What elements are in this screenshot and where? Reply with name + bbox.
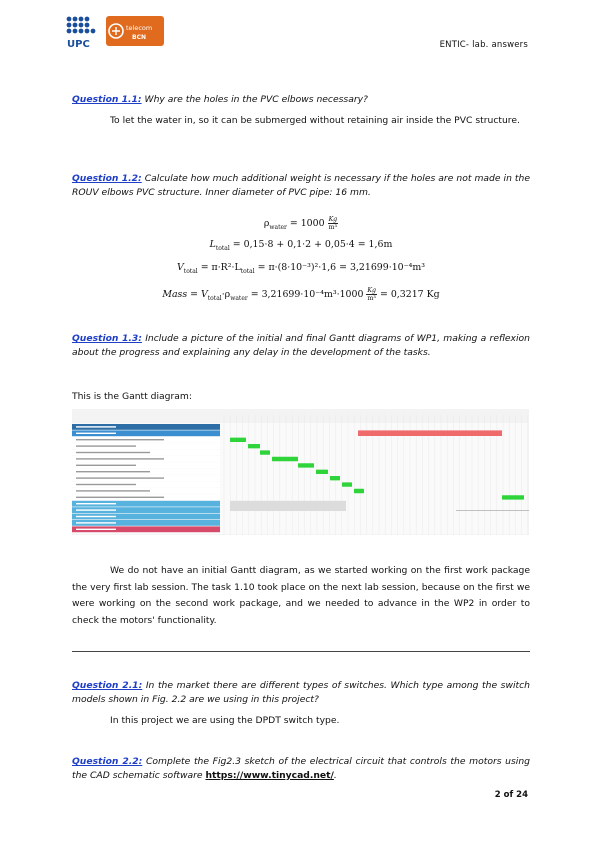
svg-text:UPC: UPC bbox=[67, 39, 90, 50]
gantt-task-label bbox=[76, 477, 164, 478]
gantt-section-label bbox=[76, 516, 116, 517]
gantt-task-label bbox=[76, 458, 164, 459]
gantt-task-bar bbox=[298, 463, 314, 467]
question-label: Question 2.1: bbox=[72, 680, 143, 691]
section-divider bbox=[72, 651, 530, 652]
question-2-1 bbox=[72, 679, 530, 707]
question-text: Calculate how much additional weight is necessary if the holes are not made in the ROUV elbows PVC structure. Inner diameter of PVC pipe: 16 mm. bbox=[72, 173, 530, 198]
gantt-task-label bbox=[76, 484, 136, 485]
question-label: Question 1.3: bbox=[72, 333, 142, 344]
gantt-task-bar bbox=[354, 489, 364, 493]
gantt-task-bar bbox=[272, 457, 298, 461]
gantt-intro: This is the Gantt diagram: bbox=[72, 391, 192, 402]
equation-length: $L_{total} = 0,15\cdot 8 + 0,1\cdot 2 + 0,05\cdot 4 = 1,6m$ bbox=[209, 239, 393, 252]
gantt-task-bar bbox=[230, 438, 246, 442]
question-1-1 bbox=[72, 93, 530, 107]
equation-volume: $V_{total} = \pi\cdot R^2\cdot L_{total} = \pi\cdot(8\cdot 10^{-3})^2\cdot 1,6 = 3,21699\cdot 10^{-4}m^3$ bbox=[177, 262, 425, 275]
page-number: 2 of 24 bbox=[494, 790, 528, 800]
gantt-section-label bbox=[76, 503, 116, 504]
question-1-2 bbox=[72, 172, 530, 200]
svg-text:BCN: BCN bbox=[132, 34, 146, 41]
tinycad-link[interactable]: https://www.tinycad.net/ bbox=[205, 770, 334, 781]
gantt-task-label bbox=[76, 465, 136, 466]
gantt-task-label bbox=[76, 445, 136, 446]
answer-2-1: In this project we are using the DPDT switch type. bbox=[110, 715, 340, 726]
gantt-holiday-band bbox=[358, 430, 502, 436]
gantt-task-label bbox=[76, 471, 150, 472]
equation-mass: Mass = $V_{total}\cdot\rho_{water} = 3,21699\cdot 10^{-4}m^3\cdot 1000$ $\frac{Kg}{\text{m³}}$ = 0,3217 Kg bbox=[162, 287, 440, 302]
gantt-section-label bbox=[76, 522, 116, 523]
gantt-section-label bbox=[76, 509, 116, 510]
telecom-bcn-logo-icon bbox=[106, 16, 164, 46]
gantt-task-bar bbox=[502, 495, 524, 499]
document-title: ENTIC- lab. answers bbox=[439, 40, 528, 50]
gantt-task-bar bbox=[260, 450, 270, 454]
gantt-section-label bbox=[76, 433, 116, 434]
question-text: In the market there are different types of switches. Which type among the switch models shown in Fig. 2.2 are we using in this project? bbox=[72, 680, 531, 705]
gantt-task-label bbox=[76, 497, 164, 498]
answer-1-3: We do not have an initial Gantt diagram, as we started working on the first work package the very first lab session. The task 1.10 took place on the next lab session, because on the first we were working on the second work package, and we needed to advance in the WP2 in order to check the motors' functionality. bbox=[72, 565, 530, 626]
svg-text:telecom: telecom bbox=[126, 24, 153, 32]
question-text: Include a picture of the initial and final Gantt diagrams of WP1, making a reflexion about the progress and explaining any delay in the development of the tasks. bbox=[72, 333, 530, 358]
gantt-hatched-area bbox=[230, 501, 346, 511]
gantt-task-label bbox=[76, 490, 150, 491]
question-text: Why are the holes in the PVC elbows necessary? bbox=[141, 94, 368, 105]
gantt-task-bar bbox=[342, 482, 352, 486]
gantt-task-bar bbox=[316, 470, 328, 474]
question-1-3 bbox=[72, 332, 530, 360]
gantt-timeline-header bbox=[72, 409, 529, 423]
question-text: Complete the Fig2.3 sketch of the electrical circuit that controls the motors using the CAD schematic software bbox=[72, 756, 530, 781]
question-label: Question 1.1: bbox=[72, 94, 142, 105]
equation-density: $\rho_{water} = 1000$ $\frac{Kg}{\text{m³}}$ bbox=[263, 216, 338, 231]
question-label: Question 1.2: bbox=[72, 173, 142, 184]
gantt-section-label bbox=[76, 529, 116, 530]
gantt-task-bar bbox=[330, 476, 340, 480]
gantt-diagram bbox=[72, 409, 529, 535]
gantt-task-label bbox=[76, 452, 150, 453]
gantt-task-bar bbox=[248, 444, 260, 448]
gantt-task-label bbox=[76, 439, 164, 440]
answer-1-1: To let the water in, so it can be submerged without retaining air inside the PVC structure. bbox=[110, 115, 520, 126]
gantt-section-label bbox=[76, 426, 116, 427]
upc-logo-icon bbox=[64, 14, 102, 52]
question-label: Question 2.2: bbox=[72, 756, 143, 767]
question-2-2: Question 2.2: Complete the Fig2.3 sketch of the electrical circuit that controls the motors using the CAD schematic software https://www.tinycad.net/. bbox=[72, 756, 530, 781]
